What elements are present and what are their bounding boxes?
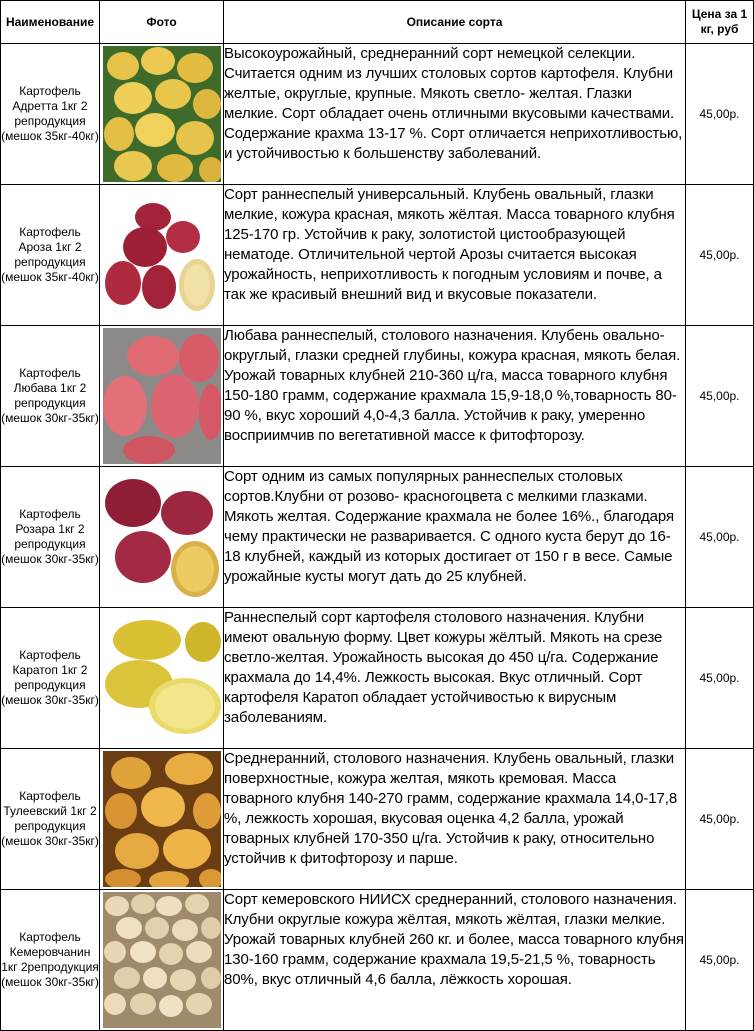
variety-price: 45,00р. [686, 608, 754, 749]
variety-name: Картофель Каратоп 1кг 2 репродукция (мешок 30кг-35кг) [1, 608, 100, 749]
variety-price: 45,00р. [686, 44, 754, 185]
red-potatoes-cut-icon [103, 469, 221, 605]
variety-price: 45,00р. [686, 749, 754, 890]
pale-potatoes-pile-icon [103, 892, 221, 1028]
table-row [1, 44, 754, 185]
red-potatoes-icon [103, 187, 221, 323]
variety-name: Картофель Ароза 1кг 2 репродукция (мешок 35кг-40кг) [1, 185, 100, 326]
table-row [1, 185, 754, 326]
variety-name: Картофель Тулеевский 1кг 2 репродукция (мешок 30кг-35кг) [1, 749, 100, 890]
variety-description: Сорт кемеровского НИИСХ среднеранний, столового назначения. Клубни округлые кожура жёлтая, мякоть жёлтая, глазки мелкие. Урожай товарных клубней 260 кг. и более, масса товарного клубня 130-160 грамм, содержание крахмала 19,5-21,5 %, товарность 80%, вкус отличный 4,6 балла, лёжкость хорошая. [224, 890, 686, 1031]
variety-description: Раннеспелый сорт картофеля столового назначения. Клубни имеют овальную форму. Цвет кожуры жёлтый. Мякоть на срезе светло-желтая. Урожайность высокая до 450 ц/га. Содержание крахмала до 14,4%. Лежкость высокая. Вкус отличный. Сорт картофеля Каратоп обладает устойчивостью к вирусным заболеваниям. [224, 608, 686, 749]
variety-photo [100, 44, 224, 185]
variety-description: Высокоурожайный, среднеранний сорт немецкой селекции. Считается одним из лучших столовых сортов картофеля. Клубни желтые, округлые, крупные. Мякоть светло- желтая. Глазки мелкие. Сорт обладает очень отличными вкусовыми качествами. Содержание крахма 13-17 %. Сорт отличается неприхотливостью, и устойчивостью к большенству заболеваний. [224, 44, 686, 185]
variety-photo [100, 608, 224, 749]
variety-photo [100, 185, 224, 326]
table-row [1, 608, 754, 749]
variety-name: Картофель Кемеровчанин 1кг 2репродукция (мешок 30кг-35кг) [1, 890, 100, 1031]
variety-name: Картофель Адретта 1кг 2 репродукция (мешок 35кг-40кг) [1, 44, 100, 185]
variety-photo [100, 326, 224, 467]
table-row [1, 890, 754, 1031]
variety-description: Любава раннеспелый, столового назначения. Клубень овально-округлый, глазки средней глубины, кожура красная, мякоть белая. Урожай товарных клубней 210-360 ц/га, масса товарного клубня 150-180 грамм, содержание крахмала 15,9-18,0 %,товарность 80-90 %, вкус хороший 4,0-4,3 балла. Устойчив к раку, умеренно восприимчив по вегетативной массе к фитофторозу. [224, 326, 686, 467]
variety-photo [100, 467, 224, 608]
header-photo: Фото [100, 1, 224, 44]
table-row [1, 326, 754, 467]
golden-potatoes-pile-icon [103, 751, 221, 887]
variety-description: Сорт одним из самых популярных раннеспелых столовых сортов.Клубни от розово- красногоцвета с мелкими глазками. Мякоть желтая. Содержание крахмала не более 16%., благодаря чему практически не разваривается. С одного куста берут до 16-18 клубней, каждый из которых достигает от 150 г в весе. Самые урожайные кусты могут дать до 25 клубней. [224, 467, 686, 608]
header-row [1, 1, 754, 44]
variety-price: 45,00р. [686, 890, 754, 1031]
yellow-potatoes-cut-icon [103, 610, 221, 746]
variety-price: 45,00р. [686, 467, 754, 608]
pink-potatoes-icon [103, 328, 221, 464]
table-row [1, 749, 754, 890]
header-price: Цена за 1 кг, руб [686, 1, 754, 44]
variety-name: Картофель Розара 1кг 2 репродукция (мешок 30кг-35кг) [1, 467, 100, 608]
variety-price: 45,00р. [686, 326, 754, 467]
header-description: Описание сорта [224, 1, 686, 44]
variety-photo [100, 890, 224, 1031]
yellow-potatoes-pile-icon [103, 46, 221, 182]
variety-description: Среднеранний, столового назначения. Клубень овальный, глазки поверхностные, кожура желтая, мякоть кремовая. Масса товарного клубня 140-270 грамм, содержание крахмала 14,0-17,8 %, лежкость хорошая, вкусовая оценка 4,2 балла, урожай товарных клубней 170-350 ц/га. Устойчив к раку, относительно устойчив к фитофторозу и парше. [224, 749, 686, 890]
header-name: Наименование [1, 1, 100, 44]
variety-description: Сорт раннеспелый универсальный. Клубень овальный, глазки мелкие, кожура красная, мякоть жёлтая. Масса товарного клубня 125-170 гр. Устойчив к раку, золотистой цистообразующей нематоде. Отличительной чертой Арозы считается высокая урожайность, неприхотливость к погодным условиям и почве, а так же красивый внешний вид и вкусовые показатели. [224, 185, 686, 326]
variety-name: Картофель Любава 1кг 2 репродукция (мешок 30кг-35кг) [1, 326, 100, 467]
variety-price: 45,00р. [686, 185, 754, 326]
variety-photo [100, 749, 224, 890]
table-row [1, 467, 754, 608]
